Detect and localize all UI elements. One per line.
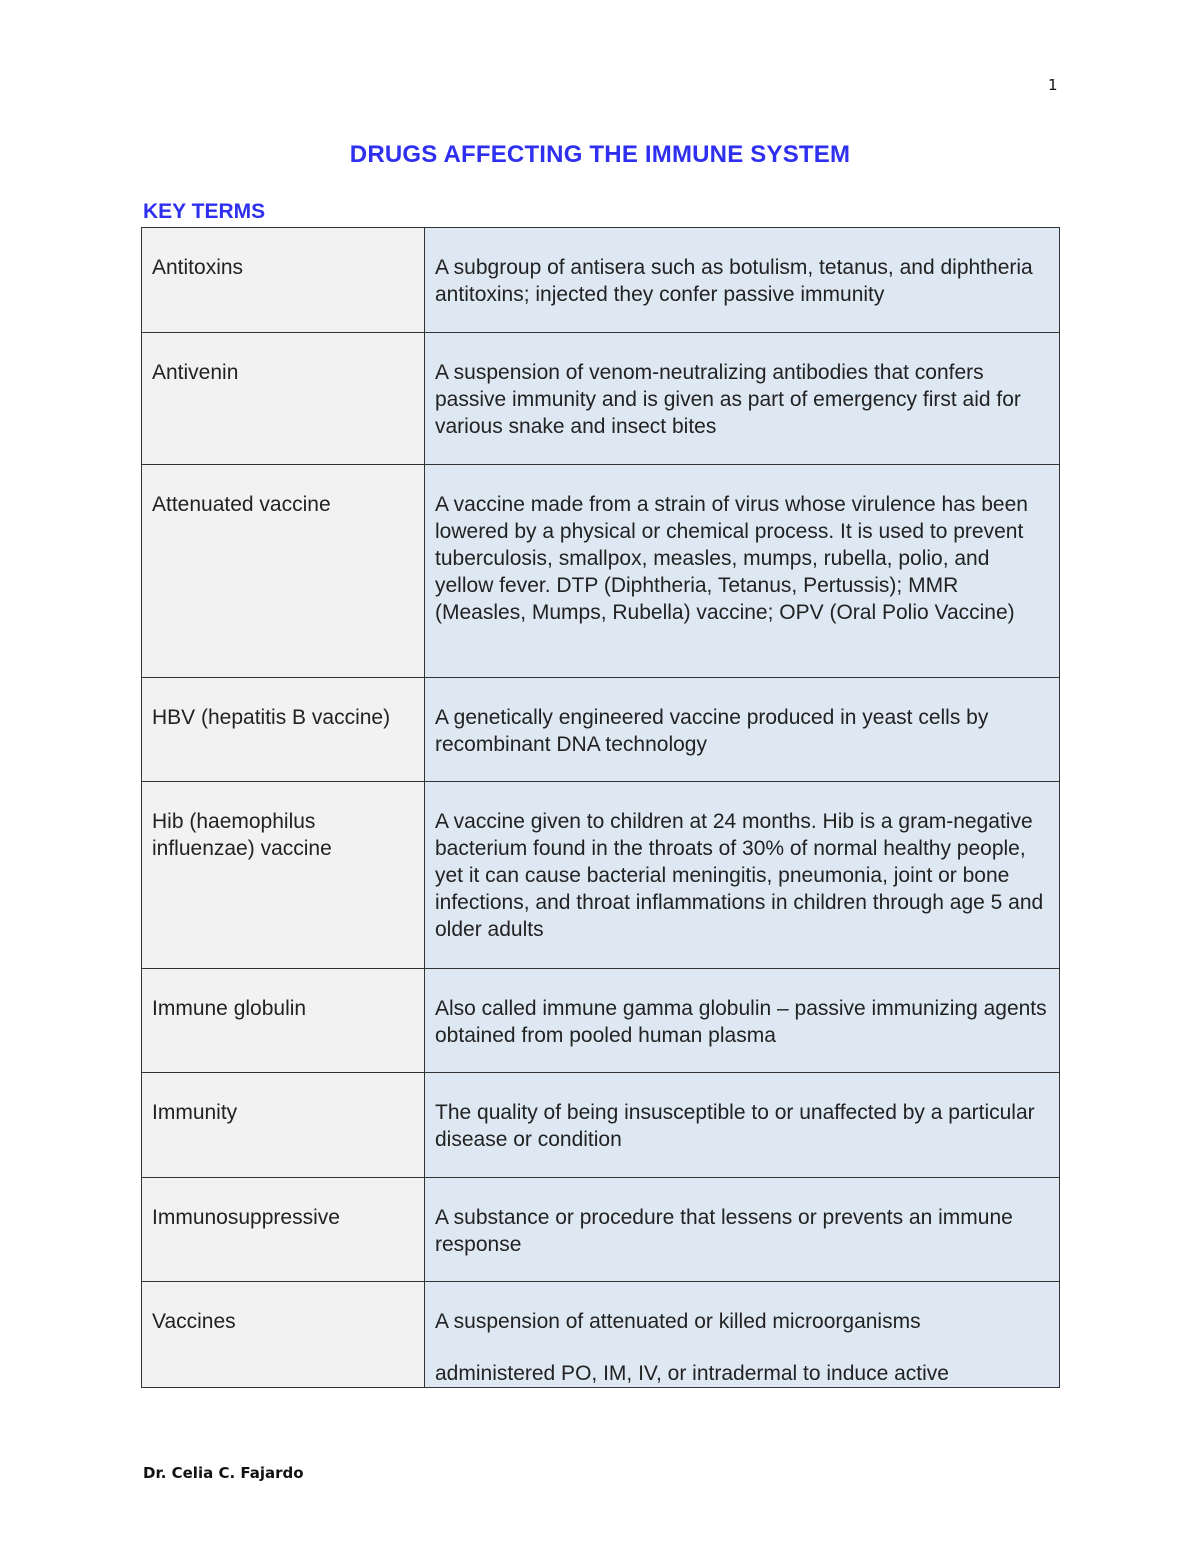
definition-line: administered PO, IM, IV, or intradermal to induce active bbox=[435, 1362, 949, 1385]
definition-cell: A suspension of venom-neutralizing antibodies that confers passive immunity and is given as part of emergency first aid for various snake and insect bites bbox=[425, 333, 1060, 465]
term-cell: Immune globulin bbox=[142, 969, 425, 1073]
table-row bbox=[142, 333, 1060, 465]
term-cell: Antivenin bbox=[142, 333, 425, 465]
table-row bbox=[142, 678, 1060, 782]
term-cell: Vaccines bbox=[142, 1282, 425, 1388]
definition-cell: A vaccine given to children at 24 months. Hib is a gram-negative bacterium found in the throats of 30% of normal healthy people, yet it can cause bacterial meningitis, pneumonia, joint or bone infections, and throat inflammations in children through age 5 and older adults bbox=[425, 782, 1060, 969]
definition-cell: A vaccine made from a strain of virus whose virulence has been lowered by a physical or chemical process. It is used to prevent tuberculosis, smallpox, measles, mumps, rubella, polio, and yellow fever. DTP (Diphtheria, Tetanus, Pertussis); MMR (Measles, Mumps, Rubella) vaccine; OPV (Oral Polio Vaccine) bbox=[425, 465, 1060, 678]
definition-line: A suspension of attenuated or killed microorganisms bbox=[435, 1310, 921, 1333]
page-number: 1 bbox=[1048, 76, 1058, 94]
table-row bbox=[142, 465, 1060, 678]
definition-cell bbox=[425, 1282, 1060, 1388]
page-title: DRUGS AFFECTING THE IMMUNE SYSTEM bbox=[349, 141, 851, 168]
term-cell: Antitoxins bbox=[142, 228, 425, 333]
table-row bbox=[142, 228, 1060, 333]
term-cell: HBV (hepatitis B vaccine) bbox=[142, 678, 425, 782]
term-cell: Attenuated vaccine bbox=[142, 465, 425, 678]
term-cell: Immunosuppressive bbox=[142, 1178, 425, 1282]
table-row bbox=[142, 782, 1060, 969]
definition-cell: A subgroup of antisera such as botulism, tetanus, and diphtheria antitoxins; injected they confer passive immunity bbox=[425, 228, 1060, 333]
table-row bbox=[142, 1282, 1060, 1388]
definition-cell: The quality of being insusceptible to or unaffected by a particular disease or condition bbox=[425, 1073, 1060, 1178]
term-cell: Hib (haemophilus influenzae) vaccine bbox=[142, 782, 425, 969]
table-row bbox=[142, 969, 1060, 1073]
definition-cell: Also called immune gamma globulin – passive immunizing agents obtained from pooled human plasma bbox=[425, 969, 1060, 1073]
term-cell: Immunity bbox=[142, 1073, 425, 1178]
definition-cell: A genetically engineered vaccine produced in yeast cells by recombinant DNA technology bbox=[425, 678, 1060, 782]
section-heading-key-terms: KEY TERMS bbox=[143, 200, 266, 223]
table-row bbox=[142, 1178, 1060, 1282]
footer-author: Dr. Celia C. Fajardo bbox=[143, 1464, 304, 1482]
key-terms-table bbox=[141, 227, 1060, 1388]
definition-cell: A substance or procedure that lessens or prevents an immune response bbox=[425, 1178, 1060, 1282]
table-row bbox=[142, 1073, 1060, 1178]
